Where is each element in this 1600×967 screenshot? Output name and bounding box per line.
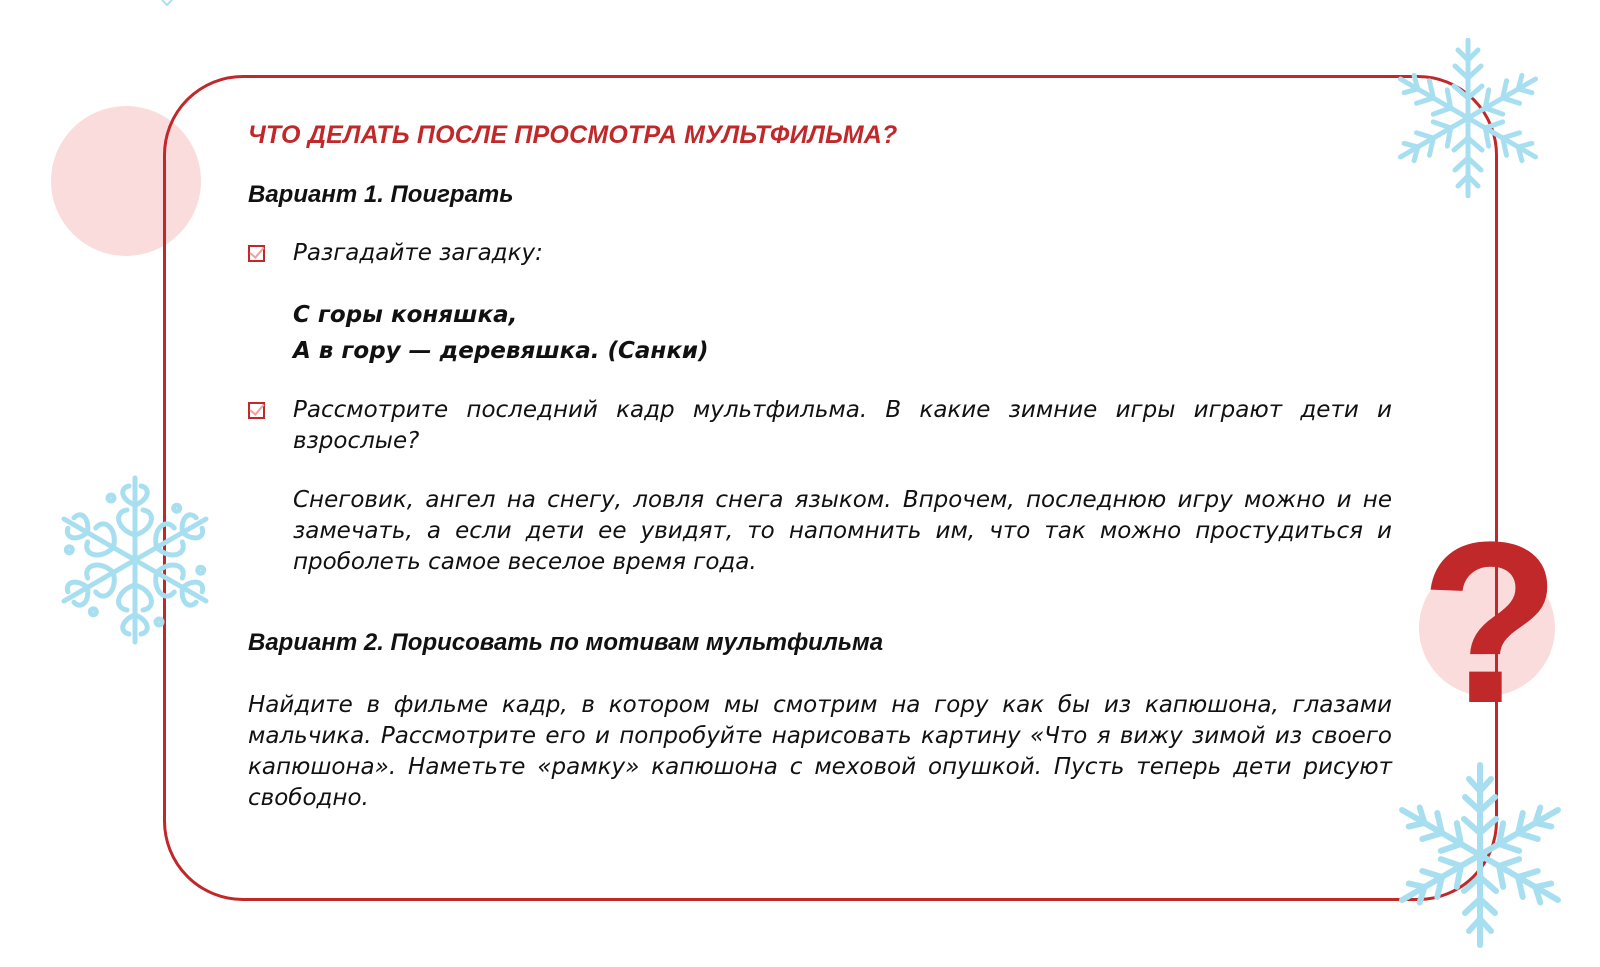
- snowflake-icon: [1378, 38, 1558, 198]
- list-item: [248, 238, 1392, 269]
- list-item-text: Разгадайте загадку:: [293, 240, 543, 266]
- riddle-line: С горы коняшка,: [293, 302, 518, 328]
- variant-2-heading: Вариант 2. Порисовать по мотивам мультфильма: [248, 629, 884, 656]
- page-title: ЧТО ДЕЛАТЬ ПОСЛЕ ПРОСМОТРА МУЛЬТФИЛЬМА?: [248, 121, 898, 149]
- variant-1-heading: Вариант 1. Поиграть: [248, 181, 514, 208]
- checkbox-icon: [248, 245, 265, 262]
- question-mark-icon: ?: [1420, 494, 1561, 751]
- main-content: [248, 118, 1392, 814]
- list-item-text: Рассмотрите последний кадр мультфильма. В какие зимние игры играют дети и взрослые?: [293, 397, 1392, 454]
- variant-2-text: Найдите в фильме кадр, в котором мы смотрим на гору как бы из капюшона, глазами мальчика. Рассмотрите его и попробуйте нарисовать картину «Что я вижу зимой из своего капюшона». Наметьте «рамку» капюшона с меховой опушкой. Пусть теперь дети рисуют свободно.: [248, 692, 1392, 811]
- riddle-line: А в гору — деревяшка. (Санки): [293, 338, 709, 364]
- snowflake-icon: [40, 470, 230, 650]
- snowflake-icon: [160, 0, 174, 6]
- list-item: [248, 395, 1392, 457]
- snowflake-icon: [1380, 760, 1580, 950]
- answer-text: Снеговик, ангел на снегу, ловля снега языком. Впрочем, последнюю игру можно и не замечать, а если дети ее увидят, то напомнить им, что так можно простудиться и проболеть самое веселое время года.: [293, 487, 1392, 575]
- checkbox-icon: [248, 402, 265, 419]
- riddle: [248, 297, 1392, 369]
